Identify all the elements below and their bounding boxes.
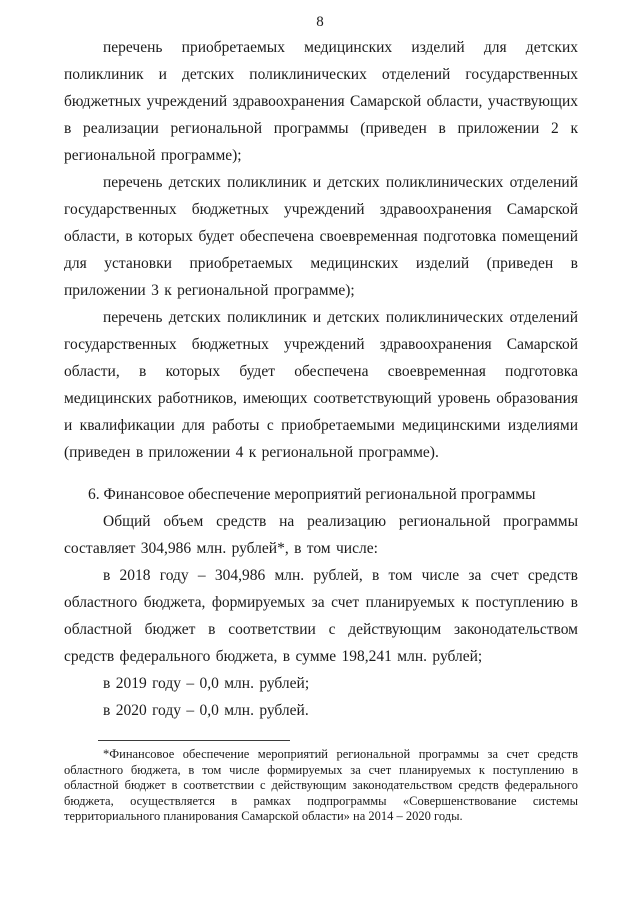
paragraph-premises-preparation-list: перечень детских поликлиник и детских поликлинических отделений государственных бюджетных учреждений здравоохранения Самарской области, в которых будет обеспечена своевременная подготовка помещений для установки приобретаемых медицинских изделий (приведен в приложении 3 к региональной программе); <box>64 174 578 299</box>
footnote: *Финансовое обеспечение мероприятий региональной программы за счет средств областного бюджета, в том числе формируемых за счет планируемых к поступлению в областной бюджет в соответствии с действующим законодательством средств федерального бюджета, осуществляется в рамках подпрограммы «Совершенствование системы территориального планирования Самарской области» на 2014 – 2020 годы. <box>64 747 578 823</box>
page-number: 8 <box>316 14 324 30</box>
paragraph-funding-2020: в 2020 году – 0,0 млн. рублей. <box>103 702 309 719</box>
paragraph-staff-training-list: перечень детских поликлиник и детских поликлинических отделений государственных бюджетных учреждений здравоохранения Самарской области, в которых будет обеспечена своевременная подготовка медицинских работников, имеющих соответствующий уровень образования и квалификации для работы с приобретаемыми медицинскими изделиями (приведен в приложении 4 к региональной программе). <box>64 309 578 461</box>
document-body <box>64 34 578 724</box>
paragraph-medical-devices-list: перечень приобретаемых медицинских изделий для детских поликлиник и детских поликлинических отделений государственных бюджетных учреждений здравоохранения Самарской области, участвующих в реализации региональной программы (приведен в приложении 2 к региональной программе); <box>64 39 578 164</box>
paragraph-funding-2018: в 2018 году – 304,986 млн. рублей, в том числе за счет средств областного бюджета, формируемых за счет планируемых к поступлению в областной бюджет в соответствии с действующим законодательством средств федерального бюджета, в сумме 198,241 млн. рублей; <box>64 567 578 665</box>
paragraph-funding-2019: в 2019 году – 0,0 млн. рублей; <box>103 675 310 692</box>
footnote-separator <box>98 740 290 741</box>
section-heading-finance: 6. Финансовое обеспечение мероприятий региональной программы <box>88 486 536 503</box>
paragraph-total-funding: Общий объем средств на реализацию региональной программы составляет 304,986 млн. рублей*, в том числе: <box>64 513 578 557</box>
